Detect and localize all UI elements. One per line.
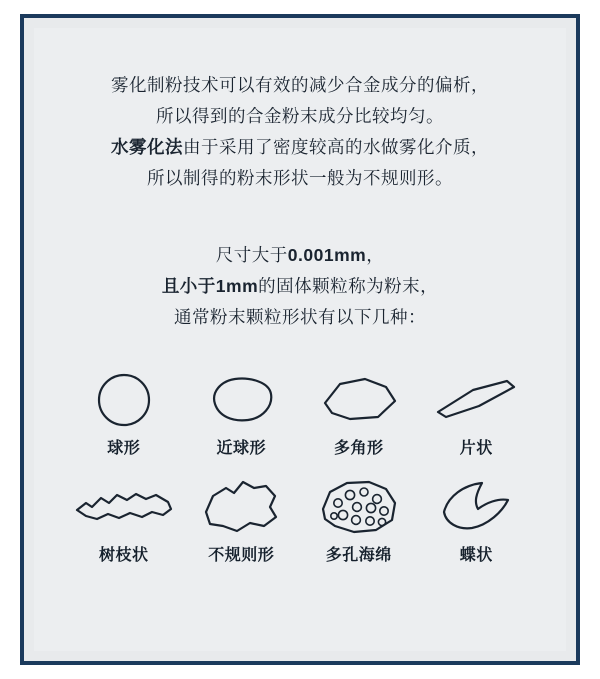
para1-line1: 雾化制粉技术可以有效的减少合金成分的偏析， [111,75,489,95]
porous-sponge-shape-icon [314,476,404,538]
para1-line3-rest: 由于采用了密度较高的水做雾化介质， [183,137,489,157]
shape-label: 树枝状 [98,547,149,564]
shape-item-porous-sponge [303,476,415,565]
para1-line4: 所以制得的粉末形状一般为不规则形。 [147,168,453,188]
irregular-shape-icon [196,476,286,538]
card-inner [34,28,566,651]
shape-label: 片状 [459,440,493,457]
shape-item-irregular [185,476,297,565]
shape-item-near-sphere [185,369,297,458]
polygon-shape-icon [316,369,402,431]
paragraph-atomization [60,70,540,194]
info-card [20,14,580,665]
sphere-shape-icon [91,369,157,431]
shape-label: 多角形 [333,440,384,457]
para2-line3: 通常粉末颗粒形状有以下几种： [174,307,426,327]
dendrite-shape-icon [72,476,176,538]
shape-label: 蝶状 [459,547,493,564]
shape-gallery [65,369,535,565]
shape-label: 多孔海绵 [325,547,392,564]
para2-line1-bold: 0.001mm [287,245,367,265]
shape-item-butterfly [420,476,532,565]
para2-line2-rest: 的固体颗粒称为粉末， [258,276,439,296]
shape-item-dendrite [68,476,180,565]
shape-label: 不规则形 [208,547,275,564]
flake-shape-icon [433,369,519,431]
shape-label: 球形 [107,440,141,457]
paragraph-definition [60,240,540,333]
para1-line2: 所以得到的合金粉末成分比较均匀。 [156,106,444,126]
shape-item-sphere [68,369,180,458]
near-sphere-shape-icon [201,369,281,431]
shape-item-polygon [303,369,415,458]
para2-line1-suffix: ， [366,245,385,265]
shape-item-flake [420,369,532,458]
shape-label: 近球形 [216,440,266,457]
para2-line1-prefix: 尺寸大于 [215,245,288,265]
butterfly-shape-icon [436,476,516,538]
para1-line3-bold: 水雾化法 [111,137,183,157]
para2-line2-bold: 且小于1mm [161,276,259,296]
